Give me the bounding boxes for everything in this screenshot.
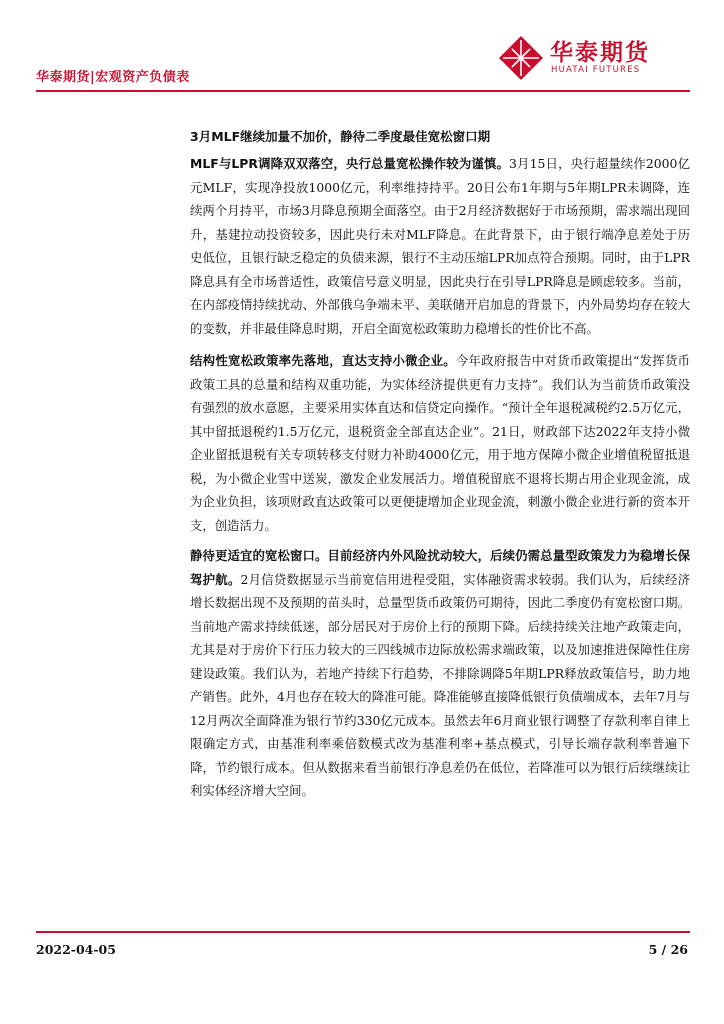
paragraph: [190, 544, 690, 803]
paragraph-lead: MLF与LPR调降双双落空，央行总量宽松操作较为谨慎。: [190, 156, 510, 171]
logo-english-name: HUATAI FUTURES: [551, 65, 641, 75]
company-logo: [498, 34, 688, 80]
paragraph-body: 3月15日，央行超量续作2000亿元MLF，实现净投放1000亿元，利率维持持平。20日公布1年期与5年期LPR未调降，连续两个月持平，市场3月降息预期全面落空。由于2月经济数据好于市场预期，需求端出现回升，基建拉动投资较多，因此央行未对MLF降息。在此背景下，由于银行端净息差处于历史低位，且银行缺乏稳定的负债来源，银行不主动压缩LPR加点符合预期。同时，由于LPR降息具有全市场普适性，政策信号意义明显，因此央行在引导LPR降息是顾虑较多。当前，在内部疫情持续扰动、外部俄乌争端未平、美联储开启加息的背景下，内外局势均存在较大的变数，并非最佳降息时期，开启全面宽松政策助力稳增长的性价比不高。: [190, 156, 690, 336]
paragraph-body: 2月信贷数据显示当前宽信用进程受阻，实体融资需求较弱。我们认为，后续经济增长数据出现不及预期的苗头时，总量型货币政策仍可期待，因此二季度仍有宽松窗口期。当前地产需求持续低迷，部分居民对于房价上行的预期下降。后续持续关注地产政策走向，尤其是对于房价下行压力较大的三四线城市边际放松需求端政策，以及加速推进保障性住房建设政策。我们认为，若地产持续下行趋势，不排除调降5年期LPR释放政策信号，助力地产销售。此外，4月也存在较大的降准可能。降准能够直接降低银行负债端成本，去年7月与12月两次全面降准为银行节约330亿元成本。虽然去年6月商业银行调整了存款利率自律上限确定方式，由基准利率乘倍数模式改为基准利率+基点模式，引导长端存款利率普遍下降，节约银行成本。但从数据来看当前银行净息差仍在低位，若降准可以为银行后续继续让利实体经济增大空间。: [190, 571, 691, 798]
paragraph: [190, 152, 690, 340]
paragraph: [190, 349, 690, 537]
paragraph-body: 今年政府报告中对货币政策提出“发挥货币政策工具的总量和结构双重功能，为实体经济提供更有力支持”。我们认为当前货币政策没有强烈的放水意愿，主要采用实体直达和信贷定向操作。“预计全年退税减税约2.5万亿元，其中留抵退税约1.5万亿元，退税资金全部直达企业”。21日，财政部下达2022年支持小微企业留抵退税有关专项转移支付财力补助4000亿元，用于地方保障小微企业增值税留抵退税，为小微企业雪中送炭，激发企业发展活力。增值税留底不退将长期占用企业现金流，成为企业负担，该项财政直达政策可以更便捷增加企业现金流，刺激小微企业进行新的资本开支，创造活力。: [190, 353, 691, 533]
page-number: 5 / 26: [648, 942, 688, 957]
section-heading: 3月MLF继续加量不加价，静待二季度最佳宽松窗口期: [190, 129, 491, 144]
logo-chinese-name: 华泰期货: [550, 40, 650, 66]
header-divider: [36, 90, 690, 92]
huatai-logo-icon: [498, 34, 544, 80]
paragraph-lead: 静待更适宜的宽松窗口。目前经济内外风险扰动较大，后续仍需总量型政策发力为稳增长保驾护航。: [190, 548, 690, 587]
footer-divider: [36, 931, 690, 933]
report-header-title: 华泰期货|宏观资产负债表: [36, 70, 190, 85]
report-date: 2022-04-05: [36, 942, 116, 957]
paragraph-lead: 结构性宽松政策率先落地，直达支持小微企业。: [190, 353, 456, 368]
